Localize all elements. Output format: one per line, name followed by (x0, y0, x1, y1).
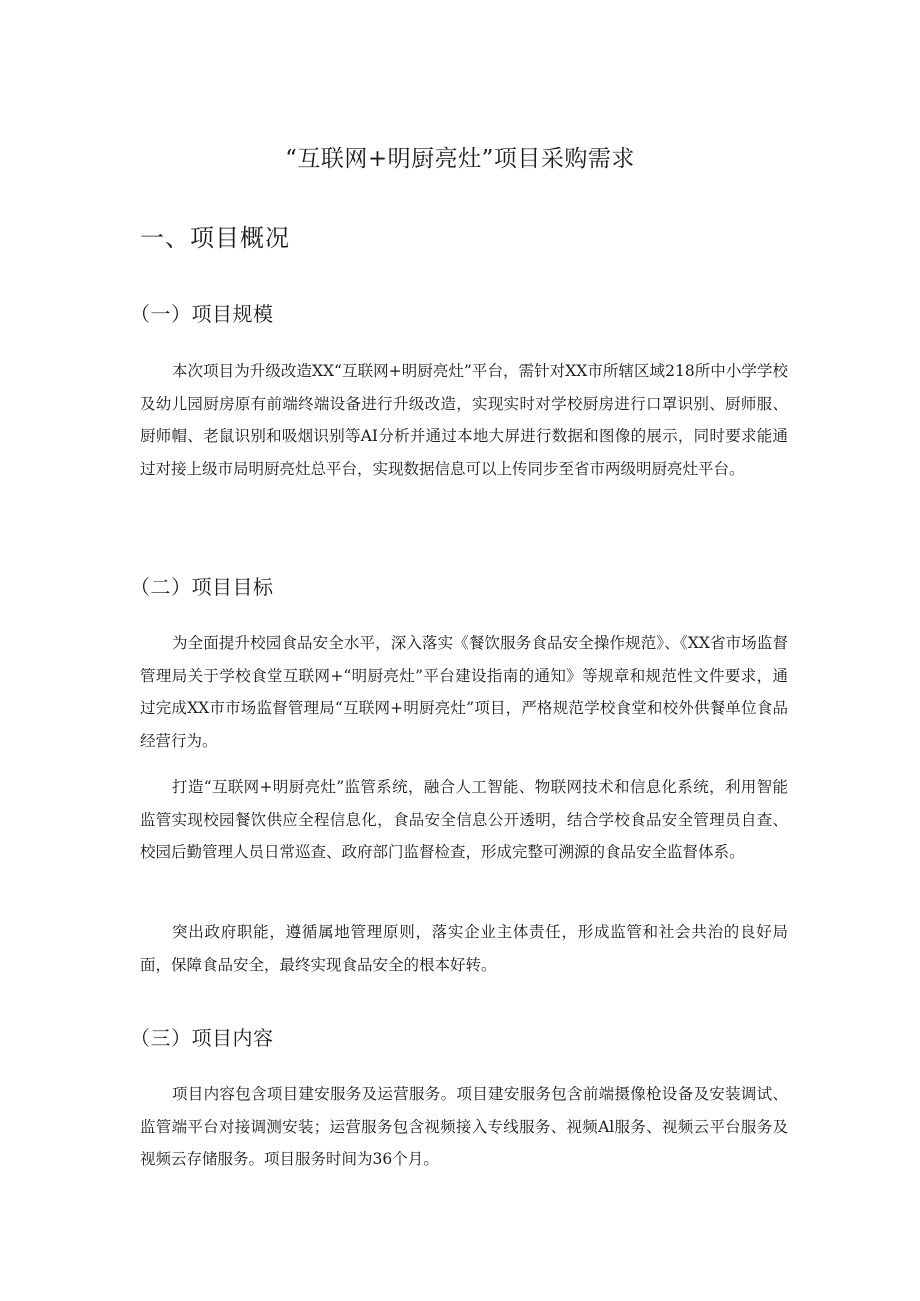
paragraph-goal-3: 突出政府职能，遵循属地管理原则，落实企业主体责任，形成监管和社会共治的良好局面，保障食品安全，最终实现食品安全的根本好转。 (140, 923, 788, 974)
subsection-heading-goal: （二）项目目标 (130, 575, 274, 599)
subsection-heading-content: （三）项目内容 (130, 1026, 274, 1050)
paragraph-goal-2: 打造“互联网+明厨亮灶”监管系统，融合人工智能、物联网技术和信息化系统，利用智能监管实现校园餐饮供应全程信息化，食品安全信息公开透明，结合学校食品安全管理员自查、校园后勤管理人员日常巡查、政府部门监督检查，形成完整可溯源的食品安全监督体系。 (140, 778, 788, 861)
document-title: “互联网+明厨亮灶”项目采购需求 (285, 146, 635, 172)
paragraph-goal-1: 为全面提升校园食品安全水平，深入落实《餐饮服务食品安全操作规范》、《XX省市场监督管理局关于学校食堂互联网+“明厨亮灶”平台建设指南的通知》等规章和规范性文件要求，通过完成XX市市场监督管理局“互联网+明厨亮灶”项目，严格规范学校食堂和校外供餐单位食品经营行为。 (140, 634, 788, 750)
paragraph-content: 项目内容包含项目建安服务及运营服务。项目建安服务包含前端摄像枪设备及安装调试、监管端平台对接调测安装；运营服务包含视频接入专线服务、视频Al服务、视频云平台服务及视频云存储服务。项目服务时间为36个月。 (140, 1085, 788, 1168)
subsection-heading-scale: （一）项目规模 (130, 302, 274, 326)
paragraph-scale: 本次项目为升级改造XX“互联网+明厨亮灶”平台，需针对XX市所辖区域218所中小学学校及幼儿园厨房原有前端终端设备进行升级改造，实现实时对学校厨房进行口罩识别、厨师服、厨师帽、老鼠识别和吸烟识别等AI分析并通过本地大屏进行数据和图像的展示，同时要求能通过对接上级市局明厨亮灶总平台，实现数据信息可以上传同步至省市两级明厨亮灶平台。 (140, 362, 788, 478)
section-heading-overview: 一、项目概况 (140, 224, 290, 252)
